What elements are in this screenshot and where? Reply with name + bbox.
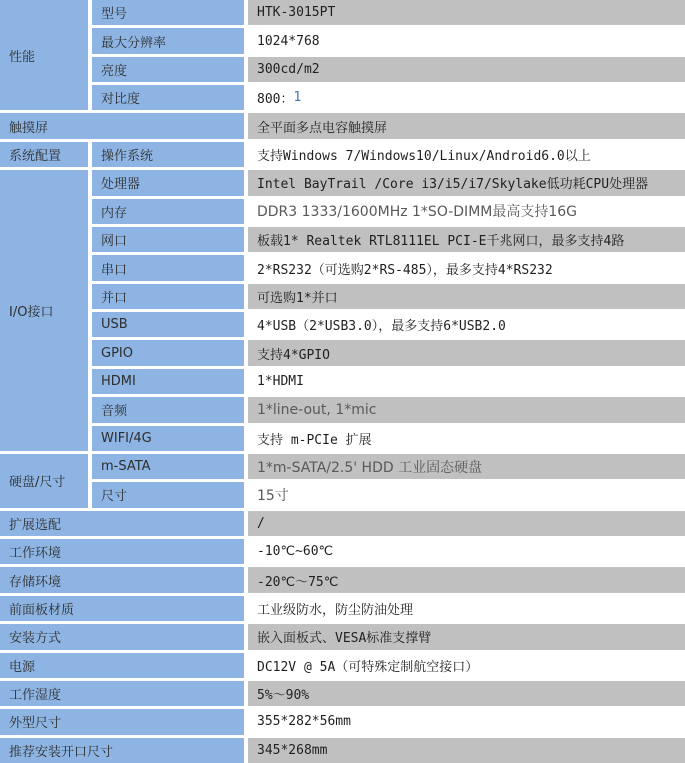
row-label-touchscreen: 触摸屏 bbox=[0, 113, 244, 138]
spec-value: 1024*768 bbox=[248, 28, 685, 53]
spec-value: 4*USB（2*USB3.0），最多支持6*USB2.0 bbox=[248, 312, 685, 337]
spec-label: 处理器 bbox=[92, 170, 244, 195]
spec-value: -20℃～75℃ bbox=[248, 567, 685, 592]
row-label-power: 电源 bbox=[0, 653, 244, 678]
row-label-operating-env: 工作环境 bbox=[0, 539, 244, 564]
spec-value: 355*282*56mm bbox=[248, 709, 685, 734]
spec-value: 支持Windows 7/Windows10/Linux/Android6.0以上 bbox=[248, 142, 685, 167]
spec-label: 对比度 bbox=[92, 85, 244, 110]
spec-label: 操作系统 bbox=[92, 142, 244, 167]
category-io: I/O接口 bbox=[0, 170, 88, 451]
spec-value: 300cd/m2 bbox=[248, 57, 685, 82]
spec-label: 串口 bbox=[92, 255, 244, 280]
spec-value: 可选购1*并口 bbox=[248, 284, 685, 309]
category-system: 系统配置 bbox=[0, 142, 88, 167]
spec-label: 音频 bbox=[92, 397, 244, 422]
spec-value: 1*line-out, 1*mic bbox=[248, 397, 685, 422]
category-performance: 性能 bbox=[0, 0, 88, 110]
spec-value: 支持4*GPIO bbox=[248, 340, 685, 365]
spec-value: 15寸 bbox=[248, 482, 685, 507]
row-label-humidity: 工作湿度 bbox=[0, 681, 244, 706]
spec-value: 2*RS232（可选购2*RS-485），最多支持4*RS232 bbox=[248, 255, 685, 280]
spec-value: 5%～90% bbox=[248, 681, 685, 706]
spec-value: -10℃~60℃ bbox=[248, 539, 685, 564]
spec-value: 345*268mm bbox=[248, 738, 685, 763]
spec-value: DDR3 1333/1600MHz 1*SO-DIMM最高支持16G bbox=[248, 199, 685, 224]
spec-label: 亮度 bbox=[92, 57, 244, 82]
row-label-storage-env: 存储环境 bbox=[0, 567, 244, 592]
contrast-ratio-accent: 1 bbox=[293, 90, 302, 106]
contrast-ratio-prefix: 800： bbox=[257, 92, 294, 108]
spec-label: m-SATA bbox=[92, 454, 244, 479]
spec-label: 内存 bbox=[92, 199, 244, 224]
category-disk-size: 硬盘/尺寸 bbox=[0, 454, 88, 508]
spec-value: 工业级防水，防尘防油处理 bbox=[248, 596, 685, 621]
spec-label: 尺寸 bbox=[92, 482, 244, 507]
spec-label: 型号 bbox=[92, 0, 244, 25]
spec-value: 板载1* Realtek RTL8111EL PCI-E千兆网口，最多支持4路 bbox=[248, 227, 685, 252]
row-label-mounting: 安装方式 bbox=[0, 624, 244, 649]
spec-value bbox=[248, 85, 685, 110]
spec-label: 网口 bbox=[92, 227, 244, 252]
row-label-dimensions: 外型尺寸 bbox=[0, 709, 244, 734]
spec-label: 并口 bbox=[92, 284, 244, 309]
spec-label: USB bbox=[92, 312, 244, 337]
spec-label: HDMI bbox=[92, 369, 244, 394]
spec-value: 嵌入面板式、VESA标准支撑臂 bbox=[248, 624, 685, 649]
spec-value: Intel BayTrail /Core i3/i5/i7/Skylake低功耗CPU处理器 bbox=[248, 170, 685, 195]
spec-value: 1*m-SATA/2.5' HDD 工业固态硬盘 bbox=[248, 454, 685, 479]
spec-value: DC12V @ 5A（可特殊定制航空接口） bbox=[248, 653, 685, 678]
row-label-cutout-size: 推荐安装开口尺寸 bbox=[0, 738, 244, 763]
spec-value: HTK-3015PT bbox=[248, 0, 685, 25]
spec-value: 支持 m-PCIe 扩展 bbox=[248, 426, 685, 451]
spec-value: 全平面多点电容触摸屏 bbox=[248, 113, 685, 138]
spec-label: GPIO bbox=[92, 340, 244, 365]
spec-value: 1*HDMI bbox=[248, 369, 685, 394]
spec-value: / bbox=[248, 511, 685, 536]
spec-label: 最大分辨率 bbox=[92, 28, 244, 53]
spec-label: WIFI/4G bbox=[92, 426, 244, 451]
row-label-front-panel: 前面板材质 bbox=[0, 596, 244, 621]
row-label-expansion: 扩展选配 bbox=[0, 511, 244, 536]
